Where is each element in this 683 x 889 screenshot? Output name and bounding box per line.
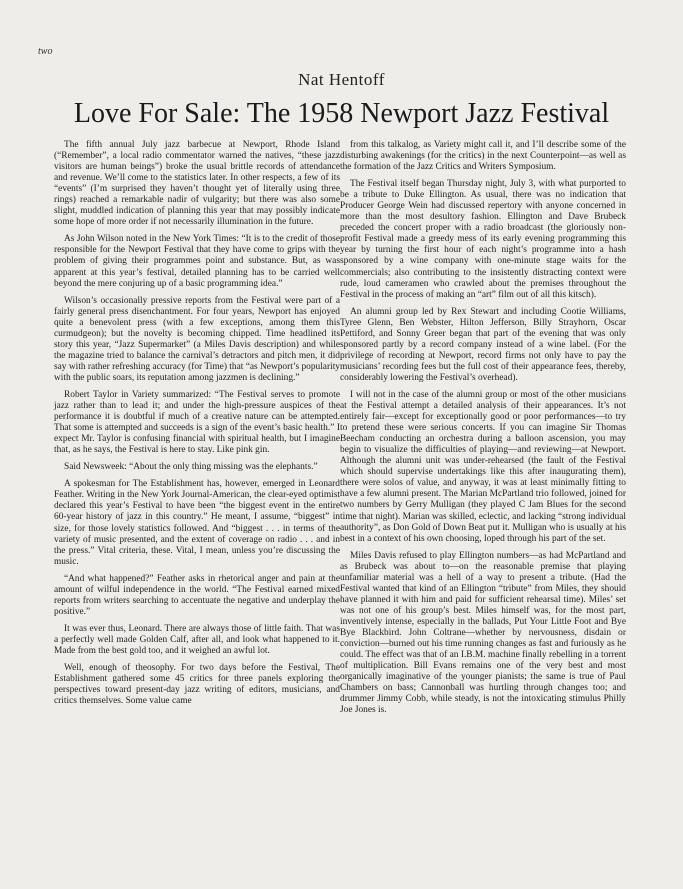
paragraph: As John Wilson noted in the New York Times: “It is to the credit of those responsible for the Newport Festival that they have come to grips with the problem of giving their programmes point and substance. But, as was apparent at this year’s festival, detailed planning has to be carried well beyond the mere conjuring up of a basic programming idea.” — [54, 234, 340, 289]
author-byline: Nat Hentoff — [298, 70, 385, 89]
paragraph: An alumni group led by Rex Stewart and including Cootie Williams, Tyree Glenn, Ben Webster, Hilton Jefferson, Billy Strayhorn, Oscar Pettiford, and Sonny Greer began that part of the evening that was only sponsored partly by a record company instead of a wine label. (For the privilege of recording at Newport, record firms not only have to pay the musicians’ recording fees but the full cost of their appearance fees, thereby, considerably lowering the Festival’s overhead). — [340, 306, 626, 383]
paragraph: Wilson’s occasionally pressive reports from the Festival were part of a fairly general press disenchantment. For four years, Newport has enjoyed quite a benevolent press (with a few exceptions, among them this curmudgeon); but the novelty is becoming chipped. Time headlined its story this year, “Jazz Supermarket” (a Miles Davis description) and while the magazine tried to balance the carnival’s detractors and pitch men, it did say with rather refreshing accuracy (for Time) that “as Newport’s popularity with the public soars, its reputation among jazzmen is declining.” — [54, 295, 340, 383]
paragraph: “And what happened?” Feather asks in rhetorical anger and pain at the amount of wilful independence in the world. “The Festival earned mixed reports from writers searching to accentuate the negative and underplay the positive.” — [54, 573, 340, 617]
paragraph: from this talkalog, as Variety might call it, and I’ll describe some of the disturbing awakenings (for the critics) in the next Counterpoint—as well as the formation of the Jazz Critics and Writers Symposium. — [340, 140, 626, 173]
paragraph: The Festival itself began Thursday night, July 3, with what purported to be a tribute to Duke Ellington. As usual, there was no indication that Producer George Wein had discussed repertory with anyone concerned in more than the most desultory fashion. Ellington and Dave Brubeck preceded the concert proper with a radio broadcast (the gloriously non-profit Festival made a greedy mess of its early evening programming this year by turning the first hour of each night’s programme into a hash sponsored by a wine company with one-minute stage waits for the commercials; also contributing to the insistently distracting context were rude, loud cameramen who crawled about the premises throughout the Festival in the process of making an “art” film out of all this kitsch). — [340, 179, 626, 300]
article-headline: Love For Sale: The 1958 Newport Jazz Festival — [73, 98, 610, 129]
left-column — [54, 140, 340, 713]
paragraph: Miles Davis refused to play Ellington numbers—as had McPartland and as Brubeck was about to—on the reasonable premise that playing unfamiliar material was a hell of a way to present a tribute. (Had the Festival wanted that kind of an Ellington “tribute” from Miles, they should have planned it with him and paid for sufficient rehearsal time). Miles’ set was not one of his group’s best. Miles himself was, for the most part, inventively intense, especially in the ballads, Put Your Little Foot and Bye Bye Blackbird. John Coltrane—whether by nervousness, disdain or conviction—burned out his time running changes as fast and furiously as he could. The effect was that of an I.B.M. machine finally rebelling in a torrent of multiplication. Bill Evans remains one of the very best and most organically imaginative of the younger pianists; the same is true of Paul Chambers on bass; Cannonball was hurtling through changes too; and drummer Jimmy Cobb, while steady, is not the intoxicating stimulus Philly Joe Jones is. — [340, 550, 626, 716]
paragraph: Robert Taylor in Variety summarized: “The Festival serves to promote jazz rather than to lead it; and under the high-pressure auspices of the performance it is doubtful if much of a creative nature can be attempted. That some is attempted and succeeds is a sign of the event’s basic health.” I expect Mr. Taylor is confusing financial with spiritual health, but I imagine that, as he says, the Festival is here to stay. Like pink gin. — [54, 389, 340, 456]
paragraph: Said Newsweek: “About the only thing missing was the elephants.” — [64, 462, 318, 473]
right-column — [340, 140, 626, 722]
paragraph: The fifth annual July jazz barbecue at Newport, Rhode Island (“Remember”, a local radio commentator warned the natives, “these jazz visitors are human beings”) broke the usual brittle records of attendance and revenue. We’ll come to the statistics later. In other respects, a few of its “events” (I’m surprised they haven’t thought yet of literally using three rings) reached a remarkable nadir of vulgarity; but there was also some slight, muddled indication of planning this year that may possibly indicate some hope of more order if not necessarily illumination in the future. — [54, 140, 340, 228]
paragraph: A spokesman for The Establishment has, however, emerged in Leonard Feather. Writing in the New York Journal-American, the clear-eyed optimist declared this year’s Festival to have been “the biggest event in the entire 60-year history of jazz in this country.” He meant, I assume, “biggest” in size, for those lovely statistics followed. And “biggest . . . in terms of the variety of music presented, and the extent of coverage on radio . . . and in the press.” Vital criteria, these. Vital, I mean, unless you’re discussing the music. — [54, 479, 340, 567]
paragraph: Well, enough of theosophy. For two days before the Festival, The Establishment gathered some 45 critics for three panels exploring the perspectives toward present-day jazz writing of editors, musicians, and critics themselves. Some value came — [54, 663, 340, 707]
paragraph: It was ever thus, Leonard. There are always those of little faith. That was a perfectly well made Golden Calf, after all, and look what happened to it. Made from the best gold too, and it weighed an awful lot. — [54, 623, 340, 656]
page-number: two — [38, 46, 53, 57]
paragraph: I will not in the case of the alumni group or most of the other musicians at the Festival attempt a detailed analysis of their appearances. It’s not entirely fair—except for exceptionally good or poor performances—to try to pretend these were serious concerts. If you can imagine Sir Thomas Beecham conducting an orchestra during a balloon ascension, you may begin to visualize the difficulties of playing—and reviewing—at Newport. Although the alumni unit was under-rehearsed (the fault of the Festival which should supervise undertakings like this after inaugurating them), there were solos of value, and anyway, it was at least minimally fitting to have a few alumni present. The Marian McPartland trio followed, joined for two numbers by Gerry Mulligan (they played C Jam Blues for the second time that night). Marian was skilled, eclectic, and lacking “strong individual authority”, as Don Gold of Down Beat put it. Mulligan who is usually at his best in a context of his own choosing, loped through his part of the set. — [340, 389, 626, 544]
